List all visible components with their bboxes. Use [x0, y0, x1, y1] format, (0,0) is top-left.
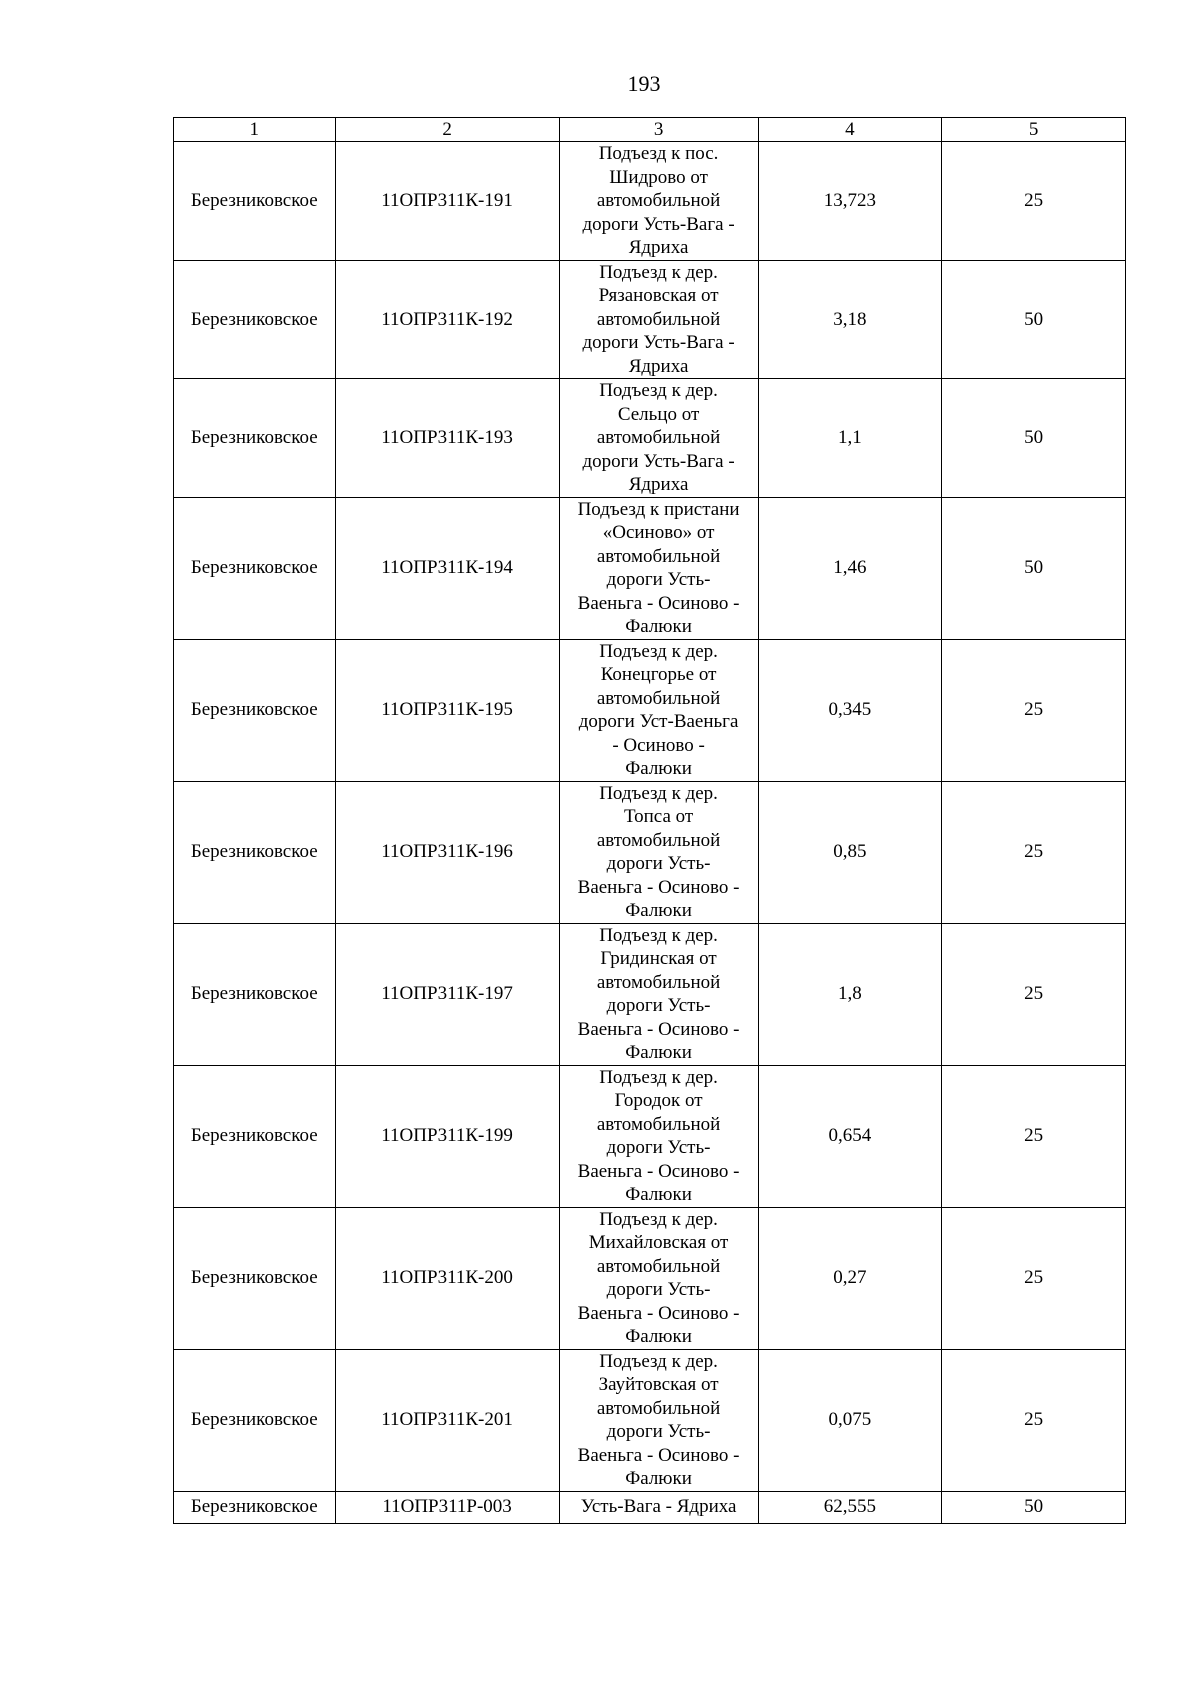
column-header: 4 — [758, 118, 942, 142]
road-table — [173, 117, 1126, 1524]
length-cell: 3,18 — [758, 260, 942, 379]
road-name-cell: Подъезд к дер. Гридинская от автомобильной дороги Усть- Ваеньга - Осиново - Фалюки — [559, 923, 758, 1065]
value-cell: 25 — [942, 639, 1126, 781]
district-cell: Березниковское — [174, 639, 336, 781]
value-cell: 50 — [942, 1491, 1126, 1523]
road-name-cell: Подъезд к дер. Зауйтовская от автомобильной дороги Усть- Ваеньга - Осиново - Фалюки — [559, 1349, 758, 1491]
table-row — [174, 1207, 1126, 1349]
district-cell: Березниковское — [174, 1207, 336, 1349]
length-cell: 0,654 — [758, 1065, 942, 1207]
road-name-cell: Подъезд к дер. Сельцо от автомобильной дороги Усть-Вага - Ядриха — [559, 379, 758, 498]
column-header: 2 — [335, 118, 559, 142]
value-cell: 50 — [942, 260, 1126, 379]
length-cell: 1,46 — [758, 497, 942, 639]
table-row — [174, 497, 1126, 639]
district-cell: Березниковское — [174, 923, 336, 1065]
value-cell: 50 — [942, 497, 1126, 639]
value-cell: 25 — [942, 781, 1126, 923]
district-cell: Березниковское — [174, 1349, 336, 1491]
length-cell: 13,723 — [758, 142, 942, 261]
column-header: 3 — [559, 118, 758, 142]
road-code-cell: 11ОПР311К-191 — [335, 142, 559, 261]
value-cell: 50 — [942, 379, 1126, 498]
length-cell: 0,27 — [758, 1207, 942, 1349]
length-cell: 1,8 — [758, 923, 942, 1065]
length-cell: 0,85 — [758, 781, 942, 923]
district-cell: Березниковское — [174, 260, 336, 379]
table-row — [174, 260, 1126, 379]
table-row — [174, 379, 1126, 498]
value-cell: 25 — [942, 142, 1126, 261]
table-row — [174, 1349, 1126, 1491]
road-code-cell: 11ОПР311К-195 — [335, 639, 559, 781]
road-code-cell: 11ОПР311К-199 — [335, 1065, 559, 1207]
table-header-row — [174, 118, 1126, 142]
road-name-cell: Подъезд к дер. Топса от автомобильной дороги Усть- Ваеньга - Осиново - Фалюки — [559, 781, 758, 923]
district-cell: Березниковское — [174, 781, 336, 923]
table-row — [174, 142, 1126, 261]
road-code-cell: 11ОПР311К-200 — [335, 1207, 559, 1349]
value-cell: 25 — [942, 923, 1126, 1065]
district-cell: Березниковское — [174, 497, 336, 639]
column-header: 5 — [942, 118, 1126, 142]
road-code-cell: 11ОПР311К-194 — [335, 497, 559, 639]
value-cell: 25 — [942, 1207, 1126, 1349]
district-cell: Березниковское — [174, 379, 336, 498]
district-cell: Березниковское — [174, 1065, 336, 1207]
road-code-cell: 11ОПР311К-192 — [335, 260, 559, 379]
district-cell: Березниковское — [174, 1491, 336, 1523]
length-cell: 0,075 — [758, 1349, 942, 1491]
table-row — [174, 923, 1126, 1065]
page-number: 193 — [627, 71, 661, 96]
length-cell: 0,345 — [758, 639, 942, 781]
table-row — [174, 639, 1126, 781]
table-row — [174, 1491, 1126, 1523]
road-name-cell: Подъезд к дер. Конецгорье от автомобильной дороги Уст-Ваеньга - Осиново - Фалюки — [559, 639, 758, 781]
road-name-cell: Подъезд к дер. Михайловская от автомобильной дороги Усть- Ваеньга - Осиново - Фалюки — [559, 1207, 758, 1349]
road-name-cell: Усть-Вага - Ядриха — [559, 1491, 758, 1523]
road-code-cell: 11ОПР311К-201 — [335, 1349, 559, 1491]
road-code-cell: 11ОПР311Р-003 — [335, 1491, 559, 1523]
road-code-cell: 11ОПР311К-193 — [335, 379, 559, 498]
length-cell: 62,555 — [758, 1491, 942, 1523]
value-cell: 25 — [942, 1349, 1126, 1491]
length-cell: 1,1 — [758, 379, 942, 498]
road-name-cell: Подъезд к пос. Шидрово от автомобильной дороги Усть-Вага - Ядриха — [559, 142, 758, 261]
table-row — [174, 1065, 1126, 1207]
value-cell: 25 — [942, 1065, 1126, 1207]
road-code-cell: 11ОПР311К-196 — [335, 781, 559, 923]
district-cell: Березниковское — [174, 142, 336, 261]
column-header: 1 — [174, 118, 336, 142]
road-name-cell: Подъезд к дер. Городок от автомобильной дороги Усть- Ваеньга - Осиново - Фалюки — [559, 1065, 758, 1207]
table-row — [174, 781, 1126, 923]
road-code-cell: 11ОПР311К-197 — [335, 923, 559, 1065]
road-name-cell: Подъезд к пристани «Осиново» от автомобильной дороги Усть- Ваеньга - Осиново - Фалюки — [559, 497, 758, 639]
road-name-cell: Подъезд к дер. Рязановская от автомобильной дороги Усть-Вага - Ядриха — [559, 260, 758, 379]
